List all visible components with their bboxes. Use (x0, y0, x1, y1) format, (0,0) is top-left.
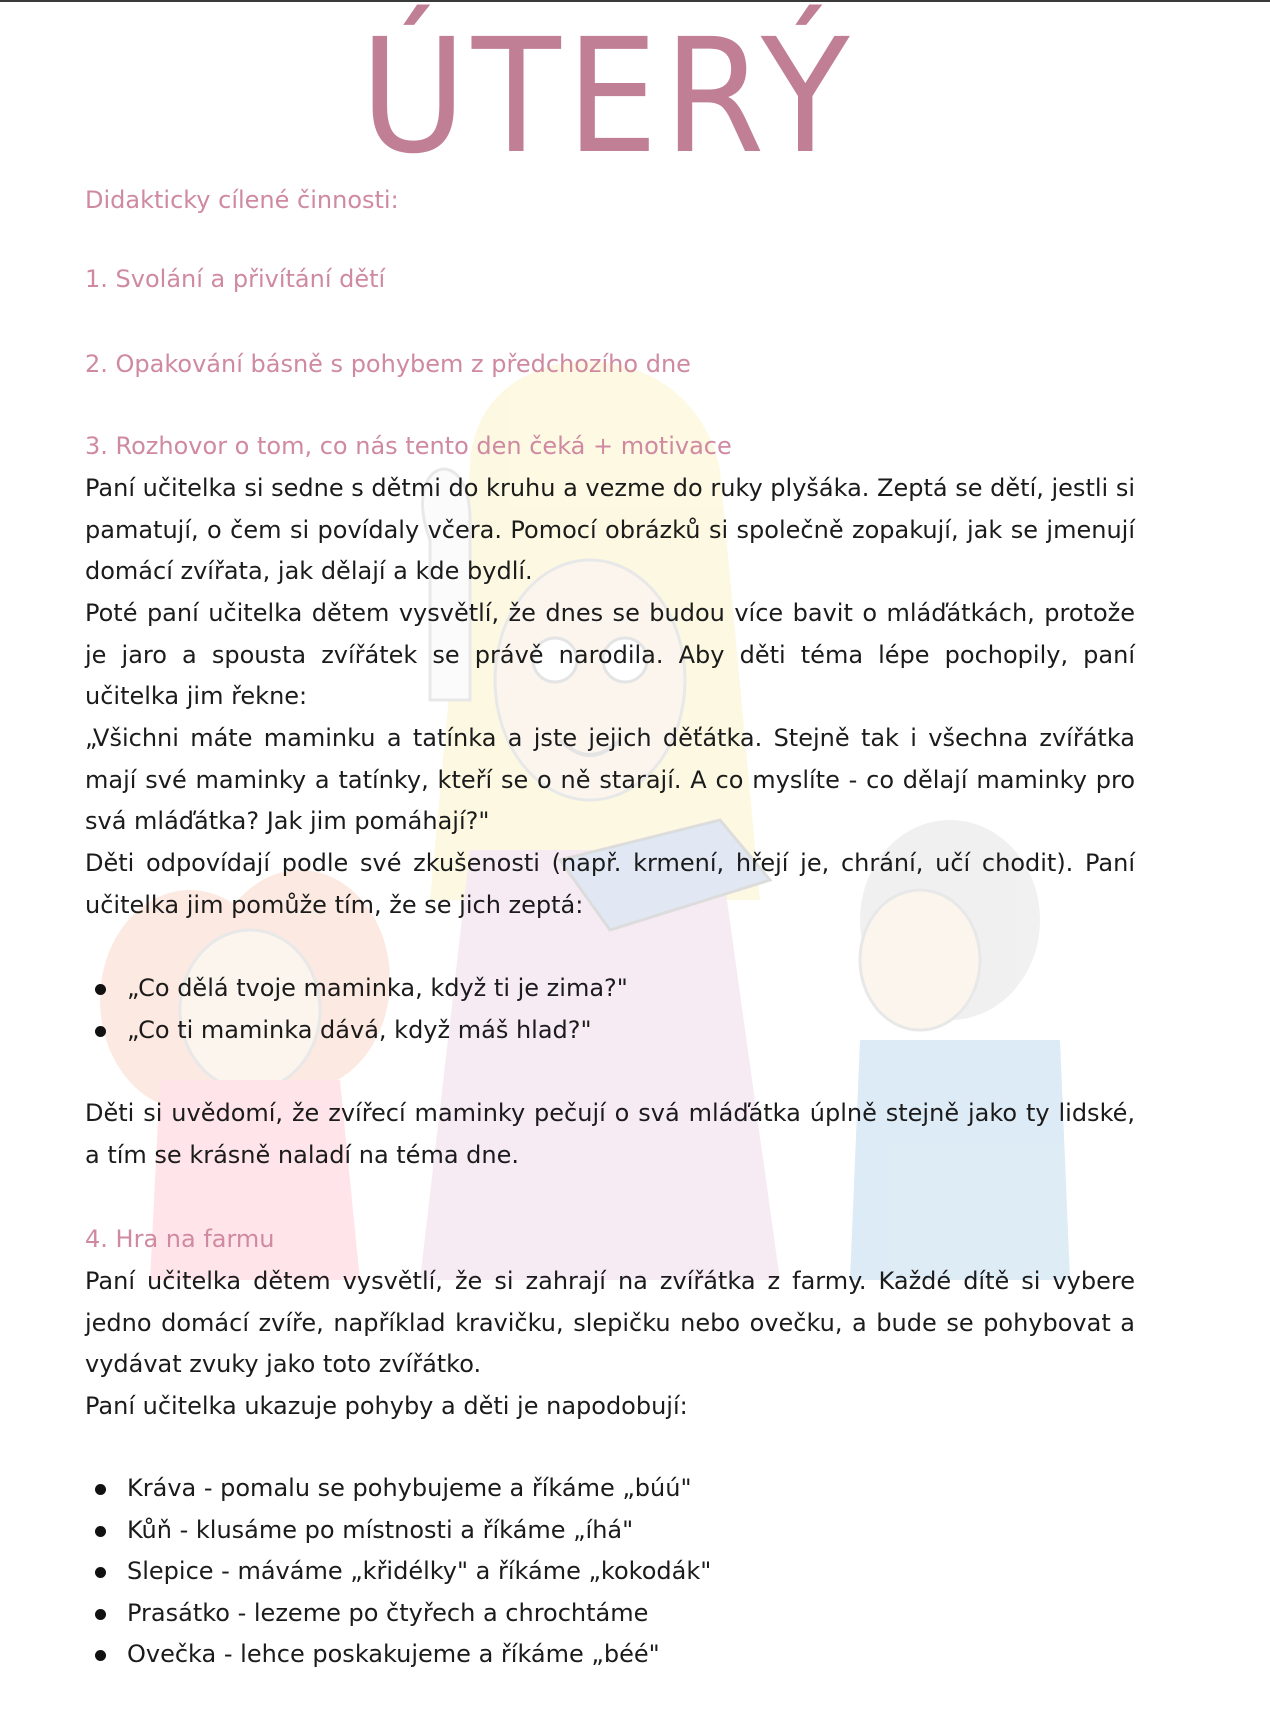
list-item (85, 1593, 711, 1635)
bullet-icon (95, 1026, 106, 1037)
section-3-paragraph-3: „Všichni máte maminku a tatínka a jste jejich děťátka. Stejně tak i všechna zvířátka mají své maminky a tatínky, kteří se o ně starají. A co myslíte - co dělají maminky pro svá mláďátka? Jak jim pomáhají?" (85, 724, 1135, 835)
intro-heading: Didakticky cílené činnosti: (85, 186, 399, 214)
list-item-text: Slepice - máváme „křidélky" a říkáme „kokodák" (127, 1557, 712, 1585)
section-2-heading: 2. Opakování básně s pohybem z předchozího dne (85, 350, 691, 378)
section-3-paragraph-2: Poté paní učitelka dětem vysvětlí, že dnes se budou více bavit o mláďátkách, protože je jaro a spousta zvířátek se právě narodila. Aby děti téma lépe pochopily, paní učitelka jim řekne: (85, 599, 1135, 710)
list-item (85, 1510, 711, 1552)
bullet-icon (95, 984, 106, 995)
section-3-heading: 3. Rozhovor o tom, co nás tento den čeká + motivace (85, 432, 732, 460)
animal-list (85, 1468, 711, 1676)
bullet-icon (95, 1484, 106, 1495)
list-item-text: „Co ti maminka dává, když máš hlad?" (127, 1015, 592, 1044)
list-item (85, 1634, 711, 1676)
section-4-paragraph-1: Paní učitelka dětem vysvětlí, že si zahrají na zvířátka z farmy. Každé dítě si vybere jedno domácí zvíře, například kravičku, slepičku nebo ovečku, a bude se pohybovat a vydávat zvuky jako toto zvířátko. (85, 1267, 1135, 1378)
list-item (85, 1010, 628, 1052)
section-4-heading: 4. Hra na farmu (85, 1225, 275, 1253)
section-3-paragraph-4: Děti odpovídají podle své zkušenosti (např. krmení, hřejí je, chrání, učí chodit). Paní učitelka jim pomůže tím, že se jich zeptá: (85, 849, 1135, 919)
section-1-heading: 1. Svolání a přivítání dětí (85, 265, 386, 293)
section-3-paragraph-5: Děti si uvědomí, že zvířecí maminky pečují o svá mláďátka úplně stejně jako ty lidské, a tím se krásně naladí na téma dne. (85, 1099, 1135, 1169)
list-item (85, 968, 628, 1010)
list-item (85, 1468, 711, 1510)
list-item-text: Ovečka - lehce poskakujeme a říkáme „béé" (127, 1640, 660, 1668)
list-item (85, 1551, 711, 1593)
section-3-paragraph-1: Paní učitelka si sedne s dětmi do kruhu a vezme do ruky plyšáka. Zeptá se dětí, jestli si pamatují, o čem si povídaly včera. Pomocí obrázků si společně zopakují, jak se jmenují domácí zvířata, jak dělají a kde bydlí. (85, 474, 1135, 585)
top-border-line (0, 0, 1270, 2)
bullet-icon (95, 1650, 106, 1661)
list-item-text: Prasátko - lezeme po čtyřech a chrochtáme (127, 1598, 649, 1627)
bullet-icon (95, 1567, 106, 1578)
bullet-icon (95, 1526, 106, 1537)
list-item-text: Kráva - pomalu se pohybujeme a říkáme „búú" (127, 1474, 692, 1502)
bullet-icon (95, 1609, 106, 1620)
list-item-text: Kůň - klusáme po místnosti a říkáme „íhá" (127, 1515, 634, 1544)
page-title: ÚTERÝ (360, 5, 856, 189)
section-4-paragraph-2: Paní učitelka ukazuje pohyby a děti je napodobují: (85, 1392, 688, 1420)
question-list (85, 968, 628, 1051)
list-item-text: „Co dělá tvoje maminka, když ti je zima?" (127, 974, 628, 1002)
